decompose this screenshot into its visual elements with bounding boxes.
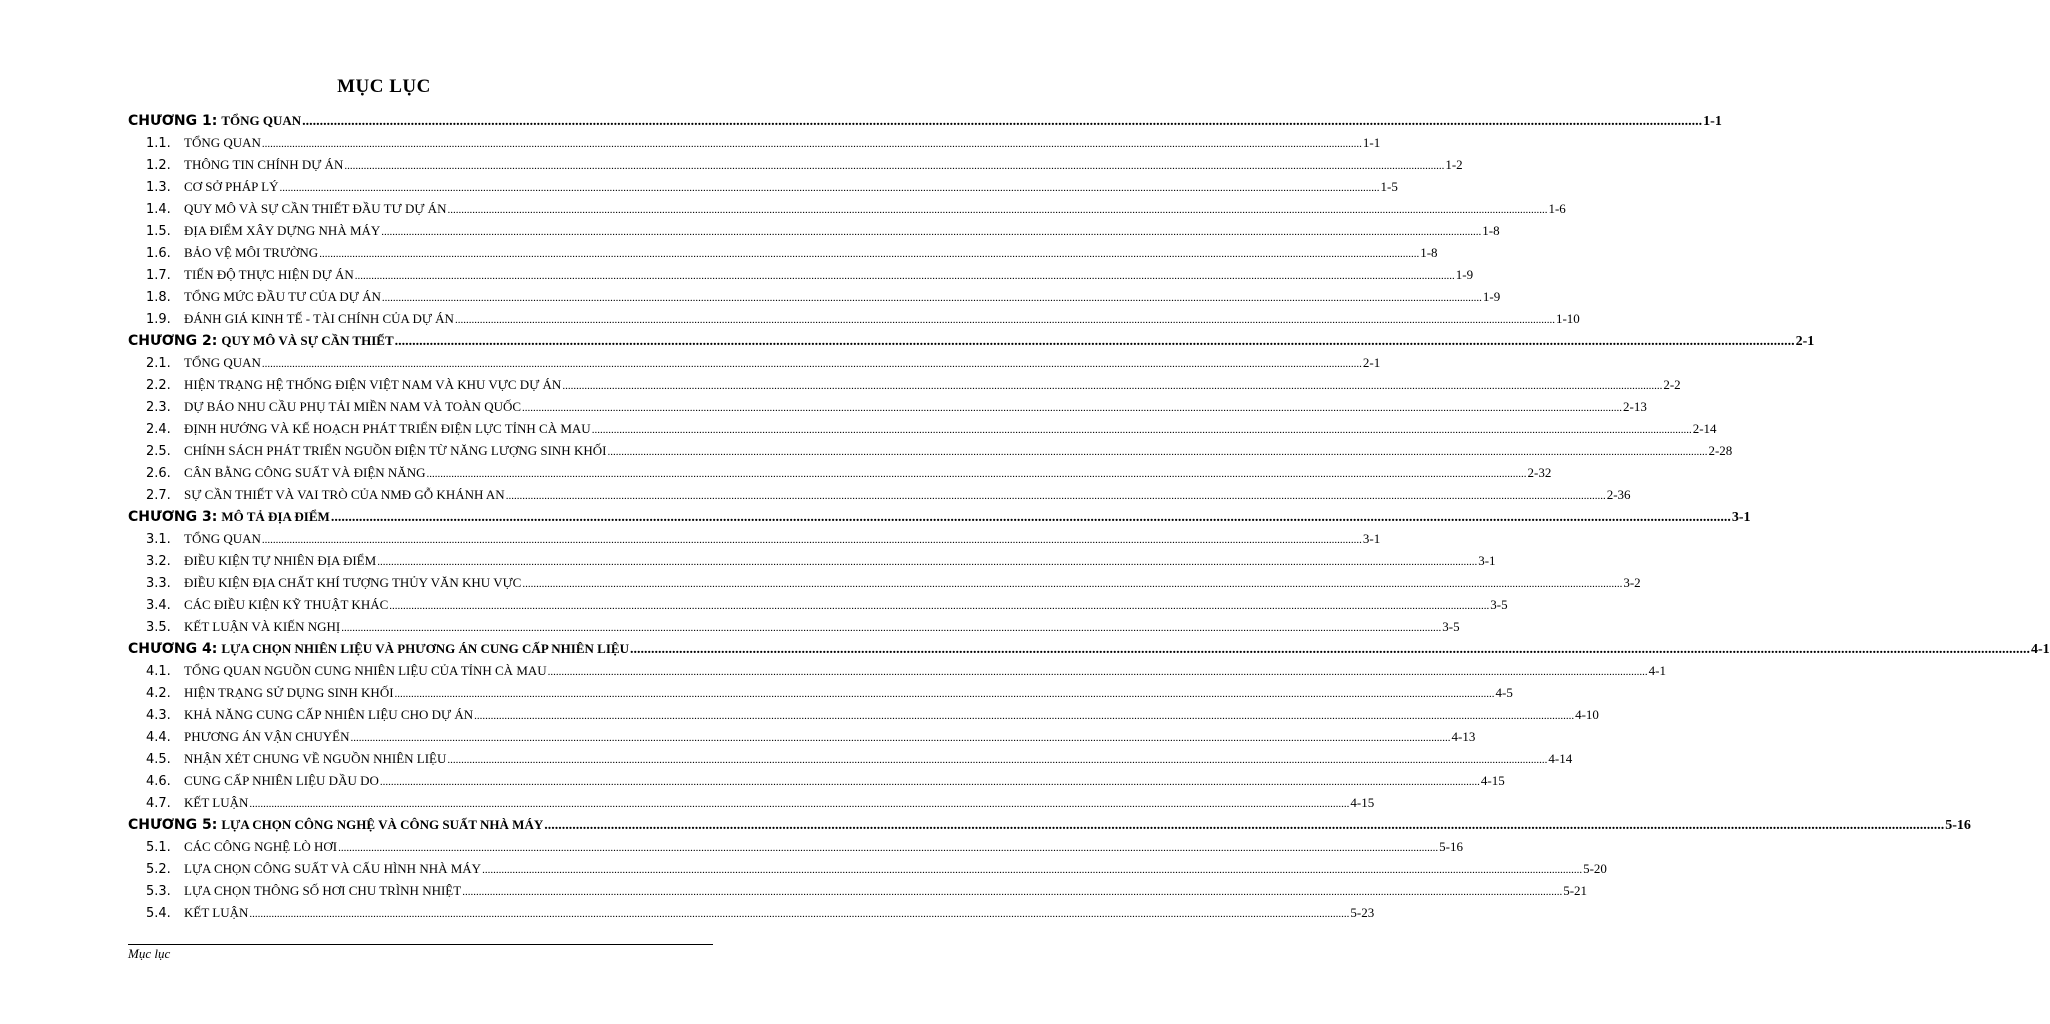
dot-leader: ................................................................................................................................................................................................................................................................................................................................................................................................................ — [474, 710, 1575, 722]
toc-page-number: 3-5 — [1490, 597, 1508, 612]
dot-leader: ................................................................................................................................................................................................................................................................................................................................................................................................................ — [505, 490, 1606, 502]
toc-section-number: 2.5. — [146, 444, 171, 459]
toc-page-number: 1-1 — [1703, 114, 1722, 129]
dot-leader: ................................................................................................................................................................................................................................................................................................................................................................................................................ — [319, 248, 1420, 260]
toc-section-row[interactable] — [128, 352, 1381, 374]
toc-chapter-number: CHƯƠNG 3: — [128, 509, 218, 525]
dot-leader: ................................................................................................................................................................................................................................................................................................................................................................................................................ — [462, 886, 1563, 898]
dot-leader: ................................................................................................................................................................................................................................................................................................................................................................................................................ — [302, 114, 1703, 129]
toc-entry-title: CHÍNH SÁCH PHÁT TRIỂN NGUỒN ĐIỆN TỪ NĂNG LƯỢNG SINH KHỐI — [184, 443, 607, 458]
toc-page-number: 4-13 — [1451, 729, 1476, 744]
toc-section-number: 3.4. — [146, 598, 171, 613]
toc-section-row[interactable] — [128, 792, 1375, 814]
toc-section-number: 4.4. — [146, 730, 171, 745]
toc-section-number: 1.7. — [146, 268, 171, 283]
toc-page-number: 2-28 — [1708, 443, 1733, 458]
toc-chapter-number: CHƯƠNG 5: — [128, 817, 218, 833]
toc-entry-title: KẾT LUẬN — [184, 905, 249, 920]
dot-leader: ................................................................................................................................................................................................................................................................................................................................................................................................................ — [426, 468, 1527, 480]
toc-entry-title: ĐIỀU KIỆN ĐỊA CHẤT KHÍ TƯỢNG THỦY VĂN KHU VỰC — [184, 575, 522, 590]
footer-label: Mục lục — [128, 946, 171, 961]
toc-page-number: 1-9 — [1455, 267, 1474, 282]
toc-page-number: 3-1 — [1731, 510, 1751, 525]
toc-section-row[interactable] — [128, 748, 1573, 770]
toc-entry-title: ĐIỀU KIỆN TỰ NHIÊN ĐỊA ĐIỂM — [184, 553, 377, 568]
toc-entry-title: TỔNG QUAN — [184, 355, 261, 370]
dot-leader: ................................................................................................................................................................................................................................................................................................................................................................................................................ — [562, 380, 1663, 392]
toc-section-row[interactable] — [128, 682, 1513, 704]
toc-section-number: 5.2. — [146, 862, 171, 877]
toc-section-number: 4.7. — [146, 796, 171, 811]
toc-entry-title: LỰA CHỌN NHIÊN LIỆU VÀ PHƯƠNG ÁN CUNG CẤP NHIÊN LIỆU — [221, 641, 629, 656]
toc-page-number: 5-21 — [1563, 883, 1588, 898]
toc-page-number: 1-8 — [1420, 245, 1438, 260]
toc-section-number: 1.3. — [146, 180, 171, 195]
dot-leader: ................................................................................................................................................................................................................................................................................................................................................................................................................ — [381, 292, 1482, 304]
toc-chapter-row[interactable] — [128, 506, 1751, 528]
toc-entry-title: ĐÁNH GIÁ KINH TẾ - TÀI CHÍNH CỦA DỰ ÁN — [184, 311, 454, 326]
toc-section-number: 1.2. — [146, 158, 171, 173]
toc-section-row[interactable] — [128, 594, 1508, 616]
toc-section-row[interactable] — [128, 858, 1607, 880]
toc-section-number: 2.3. — [146, 400, 171, 415]
toc-page-number: 1-5 — [1380, 179, 1398, 194]
toc-section-number: 4.3. — [146, 708, 171, 723]
toc-entry-title: LỰA CHỌN CÔNG SUẤT VÀ CẤU HÌNH NHÀ MÁY — [184, 861, 482, 876]
toc-section-row[interactable] — [128, 726, 1476, 748]
toc-section-number: 3.1. — [146, 532, 171, 547]
toc-section-row[interactable] — [128, 528, 1381, 550]
toc-entry-title: ĐỊNH HƯỚNG VÀ KẾ HOẠCH PHÁT TRIỂN ĐIỆN LỰC TỈNH CÀ MAU — [184, 421, 591, 436]
toc-entry-title: KẾT LUẬN — [184, 795, 249, 810]
dot-leader: ................................................................................................................................................................................................................................................................................................................................................................................................................ — [381, 226, 1482, 238]
dot-leader: ................................................................................................................................................................................................................................................................................................................................................................................................................ — [341, 622, 1442, 634]
toc-section-row[interactable] — [128, 462, 1552, 484]
toc-page-number: 4-15 — [1350, 795, 1375, 810]
dot-leader: ................................................................................................................................................................................................................................................................................................................................................................................................................ — [547, 666, 1648, 678]
toc-page-number: 1-8 — [1482, 223, 1500, 238]
toc-entry-title: LỰA CHỌN THÔNG SỐ HƠI CHU TRÌNH NHIỆT — [184, 883, 462, 898]
toc-section-row[interactable] — [128, 176, 1398, 198]
toc-entry-title: BẢO VỆ MÔI TRƯỜNG — [184, 245, 319, 260]
toc-page-number: 2-13 — [1623, 399, 1647, 414]
toc-page-number: 5-23 — [1350, 905, 1375, 920]
toc-section-number: 2.1. — [146, 356, 171, 371]
toc-entry-title: DỰ BÁO NHU CẦU PHỤ TẢI MIỀN NAM VÀ TOÀN QUỐC — [184, 399, 522, 414]
toc-section-row[interactable] — [128, 660, 1666, 682]
toc-page-number: 2-1 — [1795, 334, 1815, 349]
dot-leader: ................................................................................................................................................................................................................................................................................................................................................................................................................ — [447, 754, 1548, 766]
toc-page-number: 2-32 — [1527, 465, 1552, 480]
toc-entry-title: CÂN BẰNG CÔNG SUẤT VÀ ĐIỆN NĂNG — [184, 465, 426, 480]
dot-leader: ................................................................................................................................................................................................................................................................................................................................................................................................................ — [261, 138, 1362, 150]
dot-leader: ................................................................................................................................................................................................................................................................................................................................................................................................................ — [394, 688, 1495, 700]
toc-entry-title: CUNG CẤP NHIÊN LIỆU DẦU DO — [184, 773, 379, 788]
toc-entry-title: THÔNG TIN CHÍNH DỰ ÁN — [184, 157, 344, 172]
toc-chapter-row[interactable] — [128, 330, 1815, 352]
toc-page-number: 5-16 — [1945, 818, 1971, 833]
toc-page-number: 5-20 — [1583, 861, 1607, 876]
toc-page-number: 4-14 — [1548, 751, 1573, 766]
toc-section-number: 4.1. — [146, 664, 171, 679]
toc-section-number: 3.5. — [146, 620, 171, 635]
toc-entry-title: HIỆN TRẠNG SỬ DỤNG SINH KHỐI — [184, 685, 394, 700]
toc-chapter-row[interactable] — [128, 110, 1722, 132]
toc-entry-title: CÁC ĐIỀU KIỆN KỸ THUẬT KHÁC — [184, 597, 389, 612]
dot-leader: ................................................................................................................................................................................................................................................................................................................................................................................................................ — [591, 424, 1692, 436]
toc-entry-title: QUY MÔ VÀ SỰ CẦN THIẾT — [221, 333, 394, 348]
toc-section-number: 3.3. — [146, 576, 171, 591]
toc-section-number: 2.2. — [146, 378, 171, 393]
toc-chapter-row[interactable] — [128, 638, 2050, 660]
toc-section-number: 4.5. — [146, 752, 171, 767]
dot-leader: ................................................................................................................................................................................................................................................................................................................................................................................................................ — [544, 818, 1945, 833]
toc-section-row[interactable] — [128, 220, 1500, 242]
dot-leader: ................................................................................................................................................................................................................................................................................................................................................................................................................ — [522, 402, 1623, 414]
table-of-contents — [128, 110, 2050, 924]
toc-page-number: 3-2 — [1623, 575, 1641, 590]
toc-page-number: 1-9 — [1482, 289, 1501, 304]
dot-leader: ................................................................................................................................................................................................................................................................................................................................................................................................................ — [379, 776, 1480, 788]
toc-section-number: 1.4. — [146, 202, 171, 217]
toc-section-row[interactable] — [128, 484, 1631, 506]
toc-entry-title: TỔNG MỨC ĐẦU TƯ CỦA DỰ ÁN — [184, 289, 381, 304]
toc-section-number: 1.6. — [146, 246, 171, 261]
toc-section-number: 3.2. — [146, 554, 171, 569]
toc-page-number: 4-10 — [1575, 707, 1599, 722]
toc-page-number: 4-1 — [1648, 663, 1666, 678]
toc-page-number: 1-1 — [1362, 135, 1381, 150]
toc-entry-title: TIẾN ĐỘ THỰC HIỆN DỰ ÁN — [184, 267, 354, 282]
toc-page-number: 1-6 — [1548, 201, 1566, 216]
toc-chapter-row[interactable] — [128, 814, 1971, 836]
footer-divider — [128, 944, 713, 945]
toc-chapter-number: CHƯƠNG 2: — [128, 333, 218, 349]
dot-leader: ................................................................................................................................................................................................................................................................................................................................................................................................................ — [249, 908, 1350, 920]
toc-section-number: 1.5. — [146, 224, 171, 239]
toc-section-row[interactable] — [128, 264, 1474, 286]
toc-entry-title: PHƯƠNG ÁN VẬN CHUYỂN — [184, 729, 350, 744]
dot-leader: ................................................................................................................................................................................................................................................................................................................................................................................................................ — [607, 446, 1708, 458]
toc-page-number: 2-36 — [1606, 487, 1631, 502]
toc-page-number: 3-1 — [1362, 531, 1381, 546]
toc-section-row[interactable] — [128, 286, 1501, 308]
toc-page-number: 4-15 — [1480, 773, 1505, 788]
toc-page-number: 2-2 — [1663, 377, 1681, 392]
dot-leader: ................................................................................................................................................................................................................................................................................................................................................................................................................ — [330, 510, 1731, 525]
toc-entry-title: KẾT LUẬN VÀ KIẾN NGHỊ — [184, 619, 341, 634]
toc-section-number: 5.1. — [146, 840, 171, 855]
toc-entry-title: SỰ CẦN THIẾT VÀ VAI TRÒ CỦA NMĐ GỖ KHÁNH AN — [184, 487, 505, 502]
toc-entry-title: KHẢ NĂNG CUNG CẤP NHIÊN LIỆU CHO DỰ ÁN — [184, 707, 474, 722]
toc-entry-title: TỔNG QUAN — [184, 135, 261, 150]
toc-entry-title: MÔ TẢ ĐỊA ĐIỂM — [221, 509, 330, 524]
toc-page-number: 1-2 — [1445, 157, 1463, 172]
toc-entry-title: LỰA CHỌN CÔNG NGHỆ VÀ CÔNG SUẤT NHÀ MÁY — [221, 817, 544, 832]
dot-leader: ................................................................................................................................................................................................................................................................................................................................................................................................................ — [261, 534, 1362, 546]
toc-section-number: 5.4. — [146, 906, 171, 921]
dot-leader: ................................................................................................................................................................................................................................................................................................................................................................................................................ — [447, 204, 1548, 216]
dot-leader: ................................................................................................................................................................................................................................................................................................................................................................................................................ — [394, 334, 1795, 349]
toc-section-row[interactable] — [128, 440, 1733, 462]
dot-leader: ................................................................................................................................................................................................................................................................................................................................................................................................................ — [249, 798, 1350, 810]
toc-section-row[interactable] — [128, 704, 1599, 726]
dot-leader: ................................................................................................................................................................................................................................................................................................................................................................................................................ — [279, 182, 1380, 194]
toc-entry-title: QUY MÔ VÀ SỰ CẦN THIẾT ĐẦU TƯ DỰ ÁN — [184, 201, 447, 216]
toc-section-number: 2.4. — [146, 422, 171, 437]
dot-leader: ................................................................................................................................................................................................................................................................................................................................................................................................................ — [338, 842, 1439, 854]
toc-chapter-number: CHƯƠNG 1: — [128, 113, 218, 129]
toc-entry-title: CƠ SỞ PHÁP LÝ — [184, 179, 279, 194]
toc-section-number: 2.7. — [146, 488, 171, 503]
dot-leader: ................................................................................................................................................................................................................................................................................................................................................................................................................ — [261, 358, 1362, 370]
toc-section-row[interactable] — [128, 374, 1681, 396]
dot-leader: ................................................................................................................................................................................................................................................................................................................................................................................................................ — [454, 314, 1555, 326]
toc-entry-title: NHẬN XÉT CHUNG VỀ NGUỒN NHIÊN LIỆU — [184, 751, 447, 766]
toc-section-row[interactable] — [128, 880, 1588, 902]
dot-leader: ................................................................................................................................................................................................................................................................................................................................................................................................................ — [389, 600, 1490, 612]
toc-section-number: 5.3. — [146, 884, 171, 899]
dot-leader: ................................................................................................................................................................................................................................................................................................................................................................................................................ — [629, 642, 2030, 657]
toc-section-row[interactable] — [128, 902, 1375, 924]
toc-section-number: 1.8. — [146, 290, 171, 305]
toc-section-row[interactable] — [128, 550, 1496, 572]
dot-leader: ................................................................................................................................................................................................................................................................................................................................................................................................................ — [344, 160, 1445, 172]
toc-page-number: 3-1 — [1478, 553, 1496, 568]
toc-section-row[interactable] — [128, 418, 1717, 440]
toc-section-row[interactable] — [128, 198, 1566, 220]
toc-section-row[interactable] — [128, 836, 1463, 858]
toc-page-number: 3-5 — [1442, 619, 1460, 634]
toc-entry-title: CÁC CÔNG NGHỆ LÒ HƠI — [184, 839, 338, 854]
toc-page-number: 5-16 — [1439, 839, 1463, 854]
toc-entry-title: ĐỊA ĐIỂM XÂY DỰNG NHÀ MÁY — [184, 223, 381, 238]
toc-section-number: 2.6. — [146, 466, 171, 481]
toc-section-row[interactable] — [128, 616, 1460, 638]
toc-section-row[interactable] — [128, 242, 1438, 264]
dot-leader: ................................................................................................................................................................................................................................................................................................................................................................................................................ — [522, 578, 1623, 590]
dot-leader: ................................................................................................................................................................................................................................................................................................................................................................................................................ — [354, 270, 1455, 282]
toc-entry-title: TỔNG QUAN — [221, 113, 302, 128]
dot-leader: ................................................................................................................................................................................................................................................................................................................................................................................................................ — [377, 556, 1478, 568]
toc-section-number: 4.2. — [146, 686, 171, 701]
toc-page-number: 2-14 — [1692, 421, 1717, 436]
toc-page-number: 1-10 — [1555, 311, 1580, 326]
toc-section-row[interactable] — [128, 154, 1463, 176]
dot-leader: ................................................................................................................................................................................................................................................................................................................................................................................................................ — [482, 864, 1583, 876]
toc-entry-title: TỔNG QUAN — [184, 531, 261, 546]
toc-page-number: 4-5 — [1495, 685, 1513, 700]
toc-section-number: 1.1. — [146, 136, 171, 151]
page-title: MỤC LỤC — [337, 76, 431, 97]
toc-entry-title: TỔNG QUAN NGUỒN CUNG NHIÊN LIỆU CỦA TỈNH CÀ MAU — [184, 663, 547, 678]
toc-page-number: 2-1 — [1362, 355, 1381, 370]
toc-section-number: 1.9. — [146, 312, 171, 327]
toc-section-row[interactable] — [128, 308, 1580, 330]
toc-chapter-number: CHƯƠNG 4: — [128, 641, 218, 657]
dot-leader: ................................................................................................................................................................................................................................................................................................................................................................................................................ — [350, 732, 1451, 744]
toc-entry-title: HIỆN TRẠNG HỆ THỐNG ĐIỆN VIỆT NAM VÀ KHU VỰC DỰ ÁN — [184, 377, 562, 392]
toc-section-row[interactable] — [128, 132, 1381, 154]
toc-section-number: 4.6. — [146, 774, 171, 789]
toc-section-row[interactable] — [128, 396, 1647, 418]
toc-section-row[interactable] — [128, 770, 1505, 792]
toc-section-row[interactable] — [128, 572, 1641, 594]
toc-page-number: 4-1 — [2030, 642, 2050, 657]
